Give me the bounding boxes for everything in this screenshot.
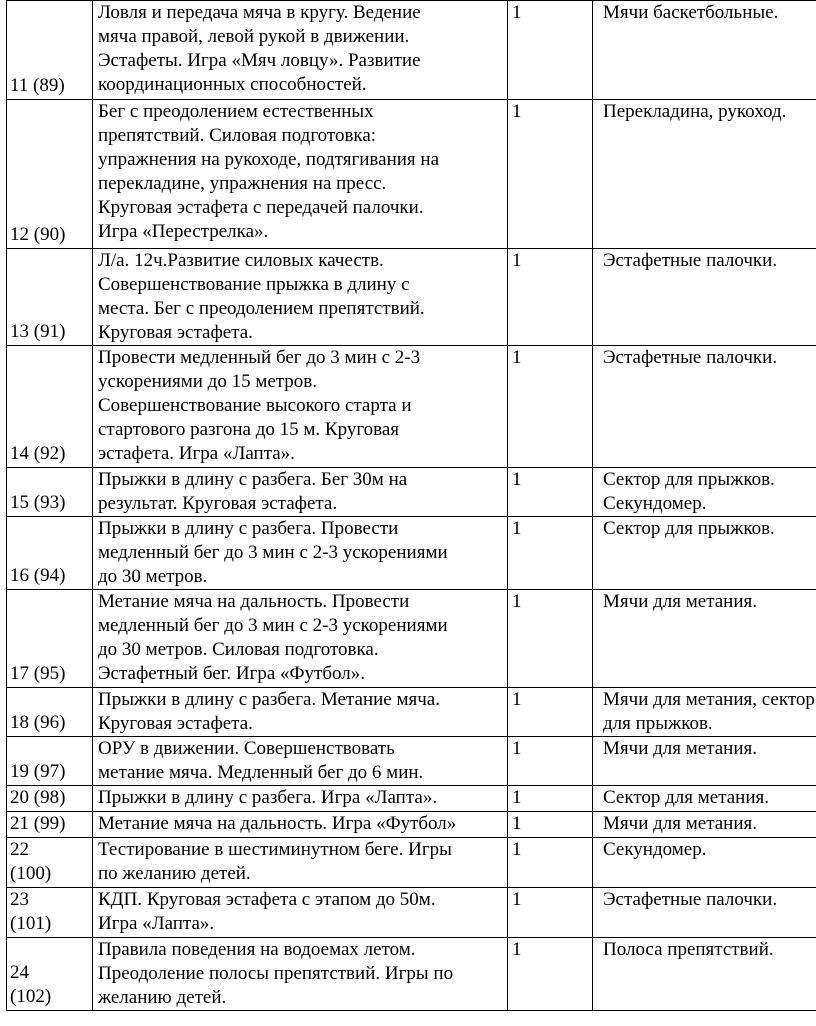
lesson-topic-line: Игра «Лапта». [98,913,215,934]
lesson-topic-line: координационных способностей. [98,74,367,95]
lesson-topic-cell [93,346,508,468]
lesson-topic-line: Метание мяча на дальность. Игра «Футбол» [98,813,457,834]
lesson-number: 13 (91) [10,321,66,342]
lesson-hours-cell [508,590,593,688]
lesson-topic-line: Прыжки в длину с разбега. Провести [98,518,399,539]
lesson-number: 18 (96) [10,712,66,733]
lesson-topic-line: Игра «Перестрелка». [98,221,269,242]
lesson-topic-line: Круговая эстафета. [98,322,253,343]
lesson-topic-line: Тестирование в шестиминутном беге. Игры [98,839,452,860]
lesson-topic-cell [93,100,508,249]
lesson-number: (101) [10,913,52,934]
lesson-equipment-line: Сектор для метания. [603,787,770,808]
lesson-hours: 1 [512,787,522,808]
lesson-equipment-cell [593,812,816,838]
lesson-hours-cell [508,812,593,838]
lesson-hours-cell [508,1,593,100]
lesson-number-cell [7,249,93,346]
lesson-number-cell [7,938,93,1011]
lesson-topic-line: Совершенствование высокого старта и [98,395,412,416]
lesson-hours: 1 [512,250,522,271]
lesson-number-cell [7,838,93,888]
lesson-number-cell [7,346,93,468]
lesson-hours-cell [508,468,593,517]
table-row [7,468,816,517]
lesson-topic-line: Совершенствование прыжка в длину с [98,274,410,295]
table-row [7,590,816,688]
lesson-hours-cell [508,737,593,786]
lesson-topic-line: Прыжки в длину с разбега. Метание мяча. [98,689,440,710]
lesson-topic-line: Провести медленный бег до 3 мин с 2-3 [98,347,421,368]
lesson-number-cell [7,517,93,590]
lesson-number: 24 [10,962,29,983]
lesson-equipment-cell [593,938,816,1011]
lesson-number-cell [7,688,93,737]
lesson-number-cell [7,468,93,517]
lesson-equipment-cell [593,346,816,468]
lesson-topic-line: результат. Круговая эстафета. [98,493,338,514]
lesson-equipment-cell [593,517,816,590]
lesson-hours: 1 [512,101,522,122]
lesson-plan-table-body [7,1,816,1011]
lesson-topic-line: желанию детей. [98,987,227,1008]
lesson-topic-cell [93,517,508,590]
lesson-hours-cell [508,249,593,346]
lesson-equipment-line: Секундомер. [603,839,707,860]
lesson-equipment-line: для прыжков. [603,713,713,734]
lesson-topic-line: препятствий. Силовая подготовка: [98,125,377,146]
lesson-topic-line: ускорениями до 15 метров. [98,371,318,392]
lesson-topic-line: до 30 метров. [98,566,208,587]
table-row [7,838,816,888]
lesson-equipment-cell [593,688,816,737]
lesson-topic-line: эстафета. Игра «Лапта». [98,443,295,464]
lesson-equipment-line: Мячи для метания. [603,591,757,612]
lesson-equipment-line: Мячи баскетбольные. [603,2,779,23]
lesson-topic-line: Бег с преодолением естественных [98,101,374,122]
lesson-hours: 1 [512,738,522,759]
lesson-topic-line: метание мяча. Медленный бег до 6 мин. [98,762,424,783]
lesson-number-cell [7,786,93,812]
lesson-hours-cell [508,517,593,590]
lesson-topic-line: по желанию детей. [98,863,251,884]
lesson-hours-cell [508,346,593,468]
lesson-topic-line: Метание мяча на дальность. Провести [98,591,410,612]
lesson-topic-line: Круговая эстафета с передачей палочки. [98,197,424,218]
lesson-equipment-cell [593,468,816,517]
lesson-topic-line: Эстафеты. Игра «Мяч ловцу». Развитие [98,50,421,71]
lesson-hours: 1 [512,591,522,612]
table-row [7,100,816,249]
lesson-equipment-line: Эстафетные палочки. [603,250,778,271]
lesson-number: 23 [10,889,29,910]
lesson-number: (100) [10,863,52,884]
lesson-topic-cell [93,688,508,737]
lesson-hours: 1 [512,889,522,910]
table-row [7,888,816,938]
lesson-hours-cell [508,838,593,888]
lesson-topic-line: упражнения на рукоходе, подтягивания на [98,149,439,170]
lesson-topic-cell [93,786,508,812]
lesson-equipment-cell [593,1,816,100]
lesson-hours-cell [508,100,593,249]
lesson-topic-cell [93,1,508,100]
lesson-topic-cell [93,249,508,346]
lesson-number: 21 (99) [10,813,66,834]
lesson-equipment-cell [593,249,816,346]
lesson-number: 16 (94) [10,565,66,586]
lesson-hours-cell [508,786,593,812]
lesson-topic-line: Правила поведения на водоемах летом. [98,939,416,960]
lesson-number-cell [7,737,93,786]
lesson-topic-line: мяча правой, левой рукой в движении. [98,26,410,47]
lesson-number: 17 (95) [10,663,66,684]
lesson-equipment-cell [593,786,816,812]
lesson-equipment-line: Эстафетные палочки. [603,889,778,910]
lesson-number-cell [7,1,93,100]
lesson-hours: 1 [512,813,522,834]
table-row [7,1,816,100]
table-row [7,938,816,1011]
lesson-topic-line: Прыжки в длину с разбега. Бег 30м на [98,469,408,490]
lesson-number: 22 [10,839,29,860]
lesson-equipment-cell [593,100,816,249]
lesson-equipment-line: Мячи для метания. [603,813,757,834]
lesson-plan-table [6,0,816,1011]
lesson-topic-line: места. Бег с преодолением препятствий. [98,298,425,319]
lesson-topic-line: ОРУ в движении. Совершенствовать [98,738,395,759]
lesson-number: 14 (92) [10,443,66,464]
lesson-hours: 1 [512,939,522,960]
lesson-topic-line: перекладине, упражнения на пресс. [98,173,387,194]
lesson-hours: 1 [512,469,522,490]
lesson-equipment-line: Перекладина, рукоход. [603,101,787,122]
lesson-hours-cell [508,688,593,737]
lesson-topic-cell [93,888,508,938]
lesson-hours: 1 [512,518,522,539]
lesson-topic-cell [93,812,508,838]
lesson-equipment-line: Полоса препятствий. [603,939,774,960]
lesson-topic-cell [93,938,508,1011]
lesson-topic-line: Ловля и передача мяча в кругу. Ведение [98,2,421,23]
lesson-equipment-cell [593,838,816,888]
lesson-hours-cell [508,888,593,938]
table-row [7,249,816,346]
lesson-equipment-cell [593,888,816,938]
lesson-equipment-line: Мячи для метания, сектор [603,689,815,710]
lesson-topic-line: медленный бег до 3 мин с 2-3 ускорениями [98,615,448,636]
lesson-hours: 1 [512,689,522,710]
lesson-topic-cell [93,737,508,786]
lesson-hours: 1 [512,2,522,23]
lesson-number: 12 (90) [10,224,66,245]
lesson-number: 15 (93) [10,492,66,513]
table-row [7,517,816,590]
lesson-equipment-line: Эстафетные палочки. [603,347,778,368]
lesson-number: (102) [10,986,52,1007]
lesson-topic-line: КДП. Круговая эстафета с этапом до 50м. [98,889,436,910]
lesson-topic-line: Круговая эстафета. [98,713,253,734]
lesson-number: 11 (89) [10,75,65,96]
lesson-hours: 1 [512,347,522,368]
table-row [7,688,816,737]
lesson-topic-line: Преодоление полосы препятствий. Игры по [98,963,454,984]
lesson-topic-line: до 30 метров. Силовая подготовка. [98,639,379,660]
lesson-equipment-cell [593,737,816,786]
lesson-number: 20 (98) [10,787,66,808]
lesson-number: 19 (97) [10,761,66,782]
lesson-number-cell [7,888,93,938]
lesson-equipment-line: Мячи для метания. [603,738,757,759]
table-row [7,812,816,838]
table-row [7,737,816,786]
lesson-equipment-line: Секундомер. [603,493,707,514]
lesson-equipment-cell [593,590,816,688]
lesson-equipment-line: Сектор для прыжков. [603,469,775,490]
lesson-topic-line: Эстафетный бег. Игра «Футбол». [98,663,366,684]
lesson-topic-line: стартового разгона до 15 м. Круговая [98,419,400,440]
lesson-topic-cell [93,590,508,688]
table-row [7,346,816,468]
lesson-topic-line: Л/а. 12ч.Развитие силовых качеств. [98,250,384,271]
table-row [7,786,816,812]
lesson-topic-cell [93,838,508,888]
lesson-number-cell [7,812,93,838]
lesson-hours-cell [508,938,593,1011]
lesson-equipment-line: Сектор для прыжков. [603,518,775,539]
lesson-number-cell [7,100,93,249]
lesson-topic-line: медленный бег до 3 мин с 2-3 ускорениями [98,542,448,563]
lesson-number-cell [7,590,93,688]
lesson-hours: 1 [512,839,522,860]
lesson-topic-cell [93,468,508,517]
lesson-topic-line: Прыжки в длину с разбега. Игра «Лапта». [98,787,438,808]
